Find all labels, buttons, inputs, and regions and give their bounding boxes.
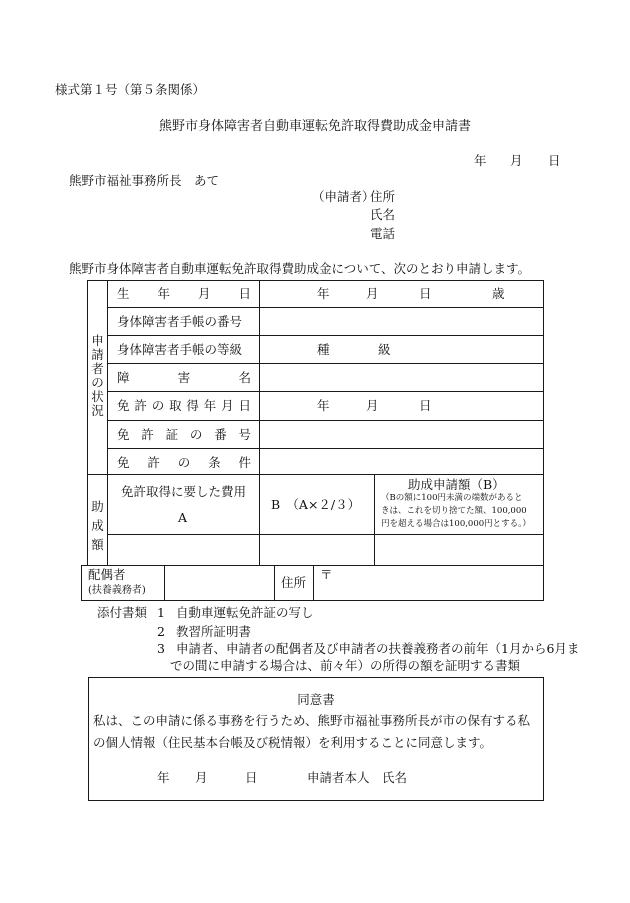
row-label-handbook-number: 身体障害者手帳の番号 xyxy=(117,314,243,329)
birthdate-month-unit: 月 xyxy=(366,286,379,301)
license-year-unit: 年 xyxy=(317,398,330,413)
spouse-label: 配偶者 xyxy=(88,567,126,582)
attachment-text-2: 教習所証明書 xyxy=(176,624,252,639)
subsidy-side-label: 助成額 xyxy=(91,499,104,552)
consent-title: 同意書 xyxy=(297,692,335,707)
date-month: 月 xyxy=(510,153,523,168)
license-day-unit: 日 xyxy=(419,398,432,413)
consent-month-unit: 月 xyxy=(195,770,208,785)
col-a-label: 免許取得に要した費用 xyxy=(121,484,247,499)
col-c-note-line1: （Bの額に100円未満の端数があると xyxy=(381,493,523,503)
age-unit: 歳 xyxy=(492,286,505,301)
row-label-license-date: 免許の取得年月日 xyxy=(117,398,251,413)
spouse-sublabel: (扶養義務者) xyxy=(88,585,146,596)
row-label-birthdate: 生年月日 xyxy=(117,286,251,301)
col-c-note-line3: 円を超える場合は100,000円とする。） xyxy=(381,519,531,529)
birthdate-year-unit: 年 xyxy=(317,286,330,301)
attachment-text-3-line1: 申請者、申請者の配偶者及び申請者の扶養義務者の前年（1月から6月ま xyxy=(176,641,580,656)
attachment-num-1: 1 xyxy=(157,605,165,620)
col-c-note-line2: きは、これを切り捨てた額、100,000 xyxy=(381,506,527,516)
applicant-prefix: （申請者） xyxy=(312,189,375,204)
row-label-handbook-grade: 身体障害者手帳の等級 xyxy=(117,342,243,357)
addressee: 熊野市福祉事務所長 あて xyxy=(69,173,220,188)
applicant-name-label: 氏名 xyxy=(370,207,396,222)
attachment-num-3: 3 xyxy=(157,641,165,656)
status-side-label: 申請者の状況 xyxy=(91,333,104,418)
row-label-disability-name: 障害名 xyxy=(117,370,251,385)
attachment-text-1: 自動車運転免許証の写し xyxy=(176,605,314,620)
row-label-license-number: 免許証の番号 xyxy=(117,427,251,442)
grade-class-unit: 種 xyxy=(317,342,330,357)
consent-signer-label: 申請者本人 氏名 xyxy=(307,770,408,785)
col-b-label: B （A×２/３） xyxy=(271,497,361,512)
grade-level-unit: 級 xyxy=(378,342,391,357)
applicant-phone-label: 電話 xyxy=(370,226,396,241)
consent-body-line1: 私は、この申請に係る事務を行うため、熊野市福祉事務所長が市の保有する私 xyxy=(93,713,531,728)
intro-text: 熊野市身体障害者自動車運転免許取得費助成金について、次のとおり申請します。 xyxy=(69,261,531,276)
spouse-address-label: 住所 xyxy=(281,575,307,590)
consent-day-unit: 日 xyxy=(245,770,258,785)
date-year: 年 xyxy=(474,153,487,168)
license-month-unit: 月 xyxy=(366,398,379,413)
attachment-num-2: 2 xyxy=(157,624,165,639)
col-c-label: 助成申請額（B） xyxy=(408,477,505,492)
page-title: 熊野市身体障害者自動車運転免許取得費助成金申請書 xyxy=(158,119,471,134)
birthdate-day-unit: 日 xyxy=(419,286,432,301)
applicant-address-label: 住所 xyxy=(370,189,396,204)
date-day: 日 xyxy=(548,153,561,168)
form-number: 様式第１号（第５条関係） xyxy=(55,82,206,97)
row-label-license-conditions: 免許の条件 xyxy=(117,455,251,470)
col-a-letter: A xyxy=(178,510,188,525)
attachment-text-3-line2: での間に申請する場合は、前々年）の所得の額を証明する書類 xyxy=(170,658,521,673)
postal-mark: 〒 xyxy=(320,567,333,582)
consent-body-line2: の個人情報（住民基本台帳及び税情報）を利用することに同意します。 xyxy=(93,735,493,750)
consent-year-unit: 年 xyxy=(157,770,170,785)
attachments-heading: 添付書類 xyxy=(97,605,148,620)
